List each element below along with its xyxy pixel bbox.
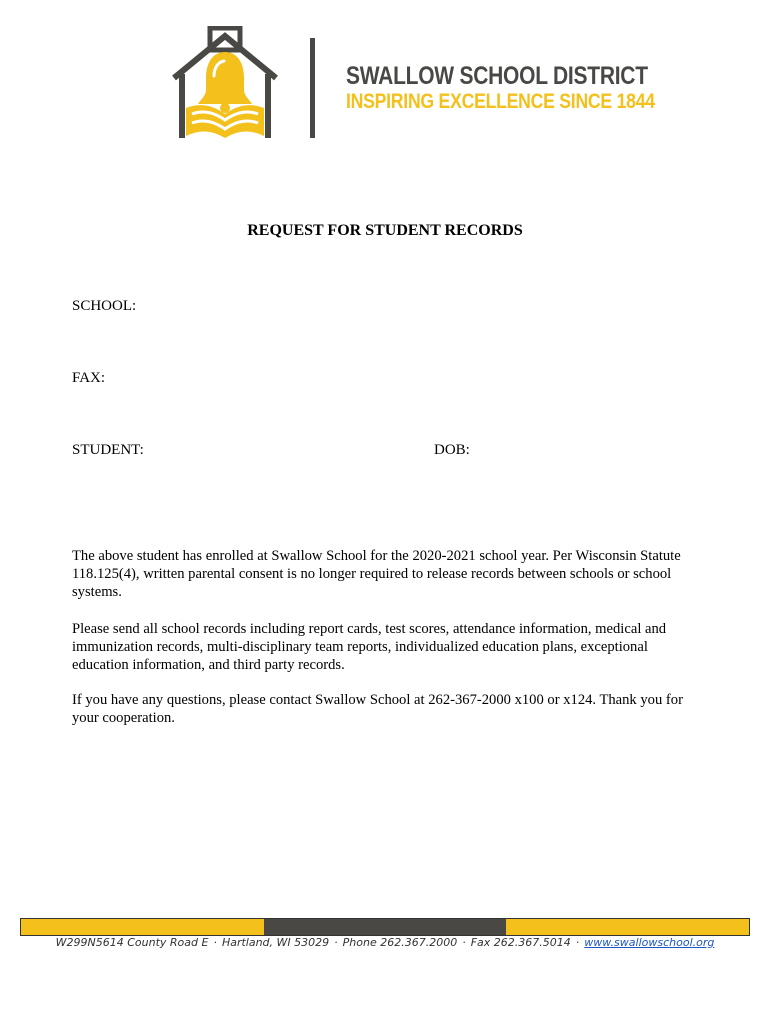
fax-label: FAX: <box>72 370 106 386</box>
footer-color-bar <box>20 918 750 936</box>
paragraph-records-request: Please send all school records including report cards, test scores, attendance information, medical and immunization records, multi-disciplinary team reports, individualized education plans, exceptional education information, and third party records. <box>72 621 667 673</box>
footer-separator: · <box>334 936 338 949</box>
district-tagline: INSPIRING EXCELLENCE SINCE 1844 <box>346 90 655 113</box>
logo-divider <box>310 38 315 138</box>
school-label: SCHOOL: <box>72 298 137 314</box>
footer-fax: Fax 262.367.5014 <box>470 936 571 949</box>
footer-bar-segment <box>21 919 264 935</box>
footer-phone: Phone 262.367.2000 <box>342 936 458 949</box>
footer-city: Hartland, WI 53029 <box>221 936 330 949</box>
website-link[interactable]: www.swallowschool.org <box>584 936 715 949</box>
footer-separator: · <box>462 936 466 949</box>
paragraph-enrollment: The above student has enrolled at Swallow School for the 2020-2021 school year. Per Wisconsin Statute 118.125(4), written parental consent is no longer required to release records between schools or school systems. <box>72 548 681 600</box>
dob-label: DOB: <box>434 442 470 458</box>
district-logo <box>170 26 655 144</box>
student-label: STUDENT: <box>72 442 144 458</box>
district-name: SWALLOW SCHOOL DISTRICT <box>346 62 648 90</box>
footer-address: W299N5614 County Road E <box>55 936 209 949</box>
paragraph-contact: If you have any questions, please contact Swallow School at 262-367-2000 x100 or x124. Thank you for your cooperation. <box>72 692 683 726</box>
footer-separator: · <box>575 936 580 949</box>
document-title: REQUEST FOR STUDENT RECORDS <box>247 222 523 239</box>
footer-bar-segment <box>506 919 749 935</box>
bell-schoolhouse-icon <box>170 26 280 144</box>
footer-bar-segment <box>264 919 507 935</box>
footer-separator: · <box>213 936 217 949</box>
footer-contact-line <box>0 936 770 949</box>
